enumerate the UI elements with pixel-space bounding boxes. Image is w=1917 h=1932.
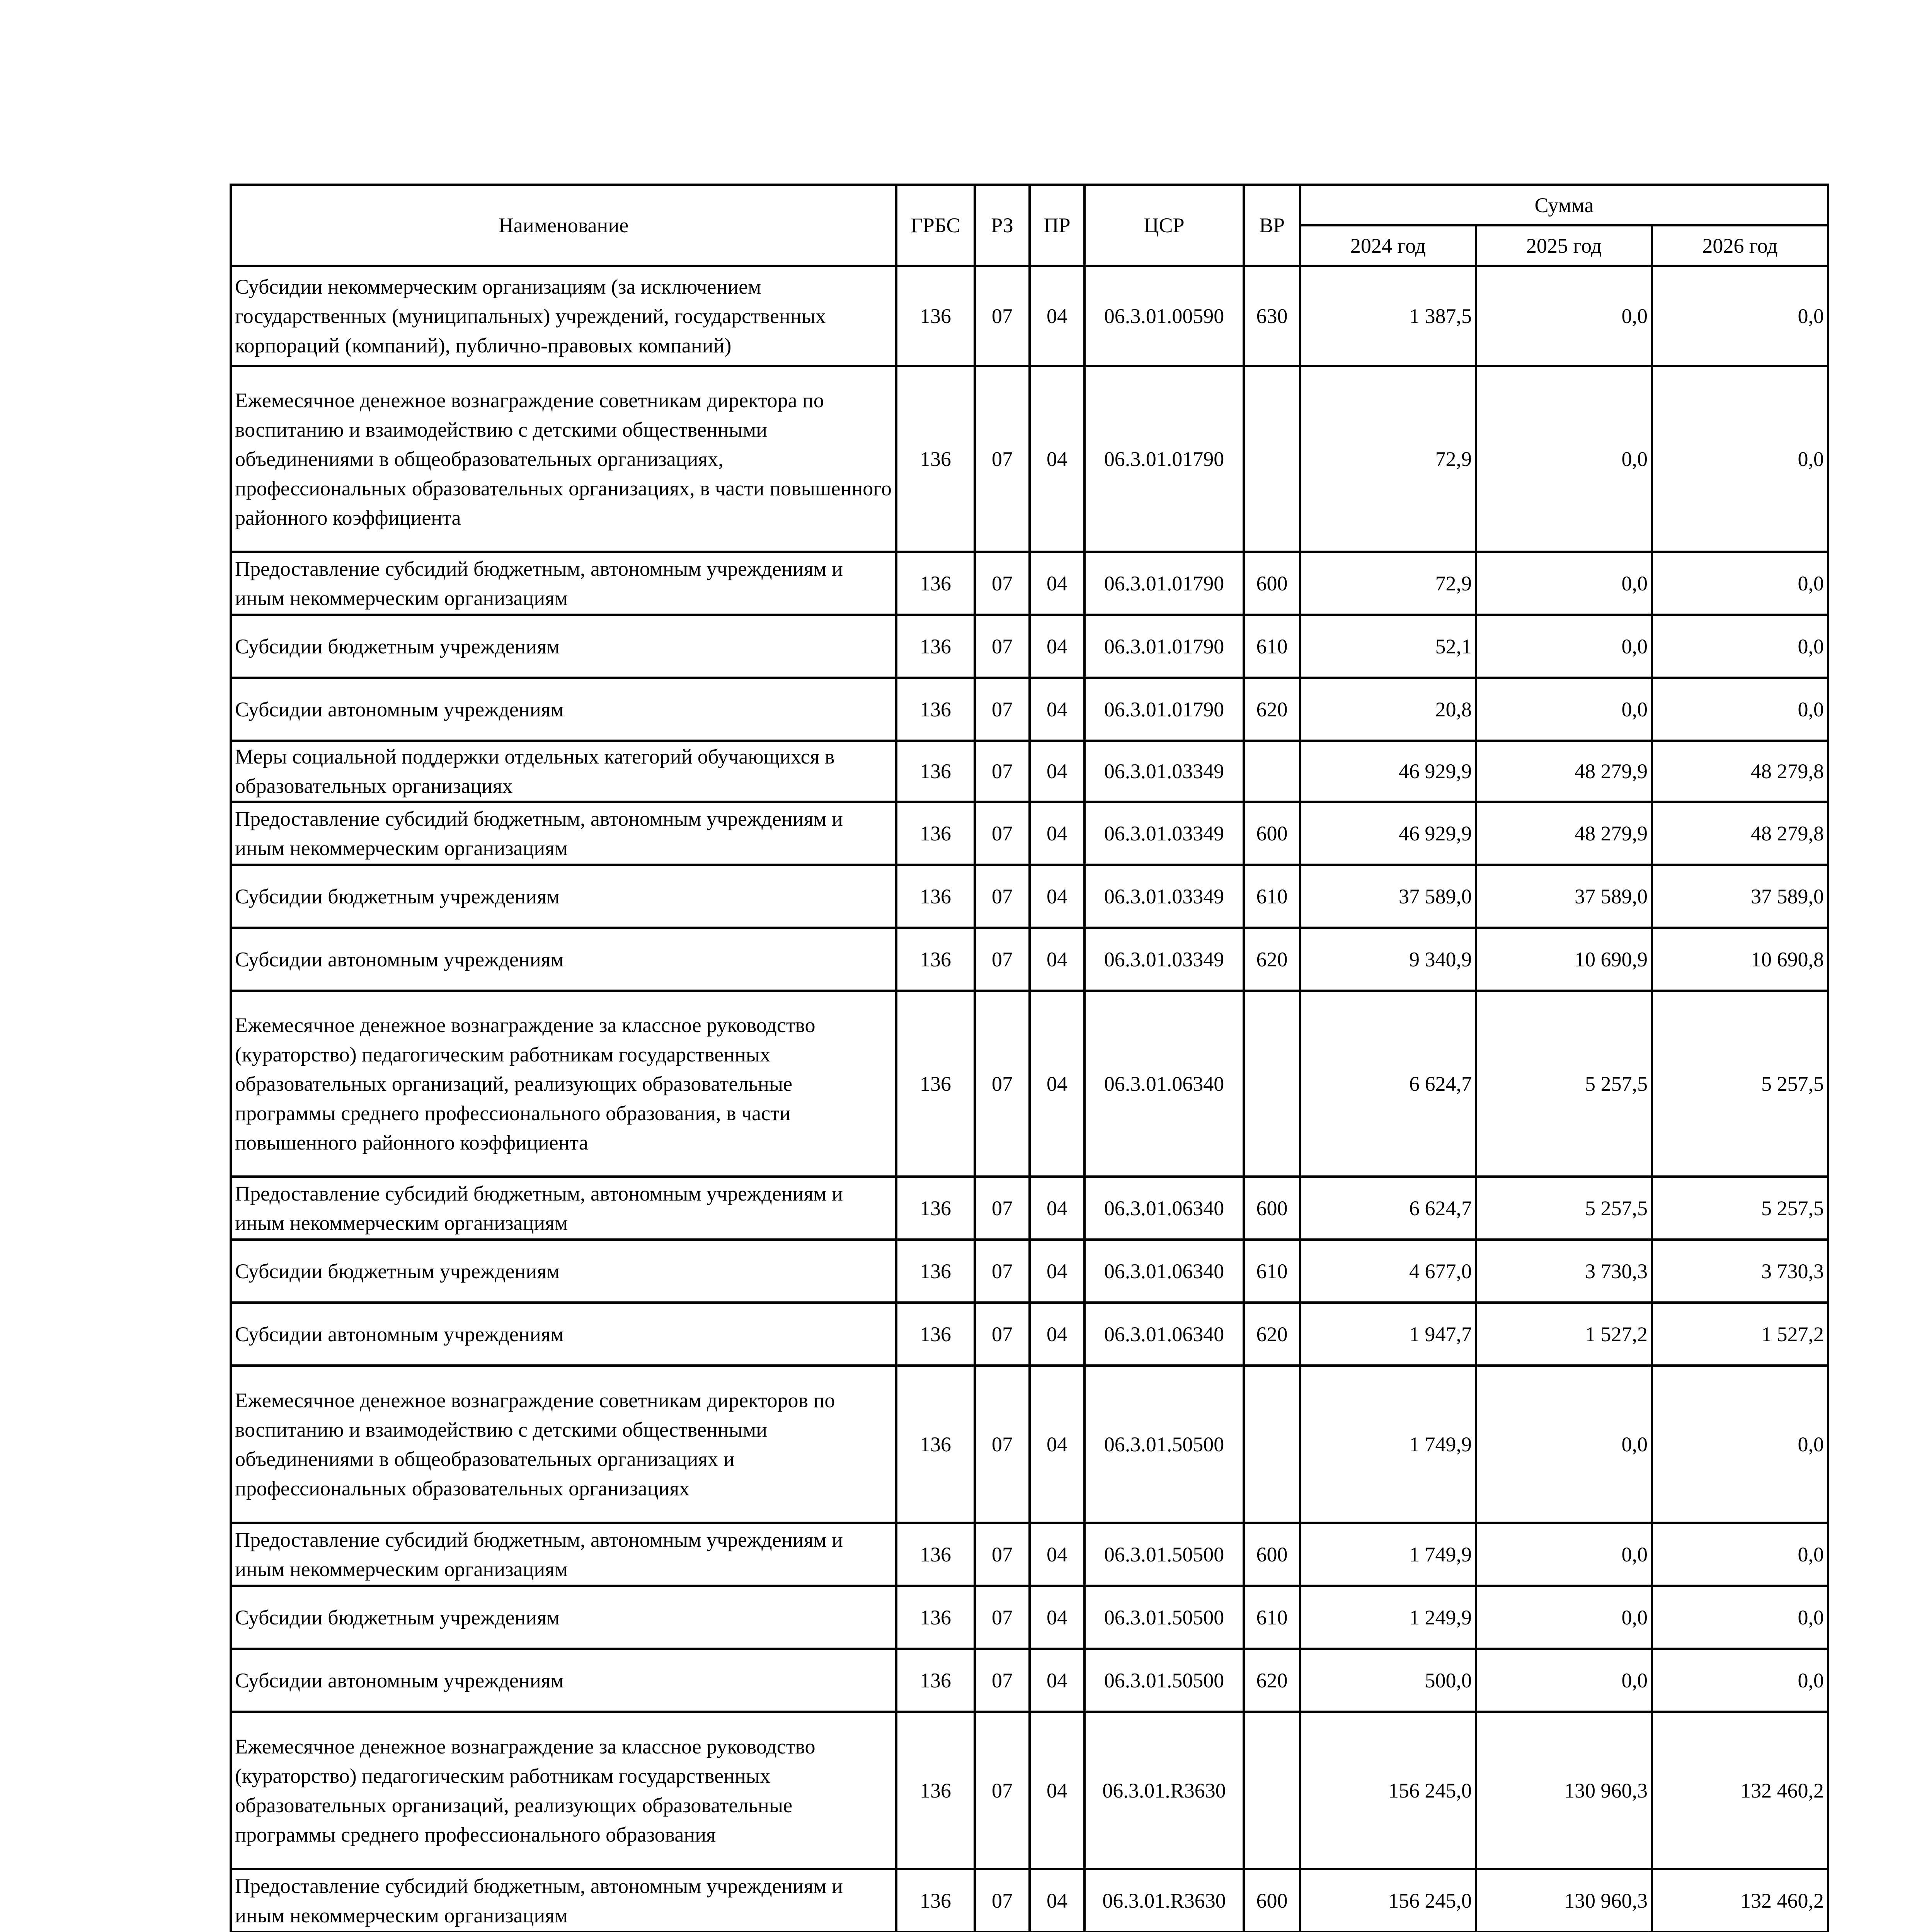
cell-rz: 07 bbox=[975, 1523, 1030, 1586]
cell-grbs: 136 bbox=[896, 741, 975, 802]
cell-name: Субсидии автономным учреждениям bbox=[231, 928, 896, 991]
cell-grbs: 136 bbox=[896, 1240, 975, 1303]
cell-rz: 07 bbox=[975, 1240, 1030, 1303]
cell-y2024: 37 589,0 bbox=[1300, 865, 1476, 928]
cell-pr: 04 bbox=[1030, 615, 1084, 678]
cell-pr: 04 bbox=[1030, 865, 1084, 928]
table-row bbox=[231, 1366, 1828, 1523]
cell-rz: 07 bbox=[975, 1303, 1030, 1366]
col-header-grbs: ГРБС bbox=[896, 185, 975, 266]
cell-rz: 07 bbox=[975, 1869, 1030, 1932]
cell-name: Ежемесячное денежное вознаграждение за классное руководство (кураторство) педагогическим работникам государственных образовательных организаций, реализующих образовательные программы среднего профессионального образования bbox=[231, 1712, 896, 1869]
cell-vr bbox=[1244, 366, 1300, 552]
cell-y2024: 72,9 bbox=[1300, 552, 1476, 615]
cell-y2025: 0,0 bbox=[1476, 552, 1652, 615]
cell-vr: 610 bbox=[1244, 865, 1300, 928]
cell-grbs: 136 bbox=[896, 1712, 975, 1869]
table-row bbox=[231, 1177, 1828, 1240]
cell-pr: 04 bbox=[1030, 928, 1084, 991]
cell-csr: 06.3.01.50500 bbox=[1084, 1523, 1244, 1586]
cell-vr: 600 bbox=[1244, 1869, 1300, 1932]
cell-y2026: 48 279,8 bbox=[1652, 741, 1828, 802]
cell-csr: 06.3.01.03349 bbox=[1084, 928, 1244, 991]
cell-rz: 07 bbox=[975, 266, 1030, 366]
cell-vr: 600 bbox=[1244, 802, 1300, 865]
cell-vr bbox=[1244, 1366, 1300, 1523]
cell-grbs: 136 bbox=[896, 678, 975, 741]
cell-y2024: 1 749,9 bbox=[1300, 1523, 1476, 1586]
cell-name: Предоставление субсидий бюджетным, автономным учреждениям и иным некоммерческим организациям bbox=[231, 552, 896, 615]
cell-grbs: 136 bbox=[896, 1869, 975, 1932]
cell-grbs: 136 bbox=[896, 928, 975, 991]
cell-y2024: 20,8 bbox=[1300, 678, 1476, 741]
cell-y2024: 6 624,7 bbox=[1300, 991, 1476, 1177]
header-row-1 bbox=[231, 185, 1828, 225]
cell-pr: 04 bbox=[1030, 1523, 1084, 1586]
cell-y2025: 48 279,9 bbox=[1476, 802, 1652, 865]
col-header-vr: ВР bbox=[1244, 185, 1300, 266]
cell-vr: 620 bbox=[1244, 678, 1300, 741]
cell-y2026: 48 279,8 bbox=[1652, 802, 1828, 865]
cell-y2026: 3 730,3 bbox=[1652, 1240, 1828, 1303]
cell-y2025: 1 527,2 bbox=[1476, 1303, 1652, 1366]
cell-rz: 07 bbox=[975, 366, 1030, 552]
cell-csr: 06.3.01.50500 bbox=[1084, 1586, 1244, 1649]
cell-y2025: 5 257,5 bbox=[1476, 1177, 1652, 1240]
cell-rz: 07 bbox=[975, 741, 1030, 802]
cell-vr: 620 bbox=[1244, 1303, 1300, 1366]
cell-rz: 07 bbox=[975, 865, 1030, 928]
table-body bbox=[231, 266, 1828, 1932]
cell-y2025: 37 589,0 bbox=[1476, 865, 1652, 928]
table-row bbox=[231, 802, 1828, 865]
cell-csr: 06.3.01.06340 bbox=[1084, 1177, 1244, 1240]
cell-y2026: 0,0 bbox=[1652, 552, 1828, 615]
col-header-rz: РЗ bbox=[975, 185, 1030, 266]
cell-csr: 06.3.01.06340 bbox=[1084, 991, 1244, 1177]
cell-vr: 620 bbox=[1244, 1649, 1300, 1712]
cell-grbs: 136 bbox=[896, 802, 975, 865]
cell-csr: 06.3.01.R3630 bbox=[1084, 1869, 1244, 1932]
cell-vr: 600 bbox=[1244, 552, 1300, 615]
cell-grbs: 136 bbox=[896, 991, 975, 1177]
cell-y2024: 156 245,0 bbox=[1300, 1712, 1476, 1869]
cell-rz: 07 bbox=[975, 1366, 1030, 1523]
cell-name: Предоставление субсидий бюджетным, автономным учреждениям и иным некоммерческим организациям bbox=[231, 802, 896, 865]
col-header-2024: 2024 год bbox=[1300, 225, 1476, 266]
cell-y2024: 1 749,9 bbox=[1300, 1366, 1476, 1523]
cell-pr: 04 bbox=[1030, 366, 1084, 552]
cell-csr: 06.3.01.00590 bbox=[1084, 266, 1244, 366]
cell-name: Субсидии бюджетным учреждениям bbox=[231, 1586, 896, 1649]
cell-grbs: 136 bbox=[896, 615, 975, 678]
cell-rz: 07 bbox=[975, 1586, 1030, 1649]
cell-y2026: 0,0 bbox=[1652, 266, 1828, 366]
cell-y2026: 5 257,5 bbox=[1652, 991, 1828, 1177]
cell-y2025: 130 960,3 bbox=[1476, 1869, 1652, 1932]
cell-grbs: 136 bbox=[896, 266, 975, 366]
cell-vr: 620 bbox=[1244, 928, 1300, 991]
cell-pr: 04 bbox=[1030, 552, 1084, 615]
table-row bbox=[231, 1240, 1828, 1303]
cell-y2024: 1 387,5 bbox=[1300, 266, 1476, 366]
table-row bbox=[231, 991, 1828, 1177]
cell-name: Субсидии автономным учреждениям bbox=[231, 678, 896, 741]
cell-csr: 06.3.01.06340 bbox=[1084, 1240, 1244, 1303]
cell-vr bbox=[1244, 991, 1300, 1177]
cell-y2025: 0,0 bbox=[1476, 1366, 1652, 1523]
table-row bbox=[231, 266, 1828, 366]
cell-y2026: 5 257,5 bbox=[1652, 1177, 1828, 1240]
cell-y2024: 1 947,7 bbox=[1300, 1303, 1476, 1366]
cell-pr: 04 bbox=[1030, 1649, 1084, 1712]
cell-csr: 06.3.01.06340 bbox=[1084, 1303, 1244, 1366]
cell-csr: 06.3.01.03349 bbox=[1084, 865, 1244, 928]
cell-y2024: 72,9 bbox=[1300, 366, 1476, 552]
cell-y2025: 10 690,9 bbox=[1476, 928, 1652, 991]
cell-rz: 07 bbox=[975, 678, 1030, 741]
cell-vr: 630 bbox=[1244, 266, 1300, 366]
cell-csr: 06.3.01.50500 bbox=[1084, 1366, 1244, 1523]
cell-vr: 610 bbox=[1244, 1240, 1300, 1303]
cell-name: Ежемесячное денежное вознаграждение советникам директоров по воспитанию и взаимодействию с детскими общественными объединениями в общеобразовательных организациях и профессиональных образовательных организациях bbox=[231, 1366, 896, 1523]
cell-grbs: 136 bbox=[896, 865, 975, 928]
cell-csr: 06.3.01.01790 bbox=[1084, 366, 1244, 552]
table-row bbox=[231, 615, 1828, 678]
cell-rz: 07 bbox=[975, 991, 1030, 1177]
cell-name: Субсидии бюджетным учреждениям bbox=[231, 865, 896, 928]
col-header-2026: 2026 год bbox=[1652, 225, 1828, 266]
cell-csr: 06.3.01.50500 bbox=[1084, 1649, 1244, 1712]
cell-name: Предоставление субсидий бюджетным, автономным учреждениям и иным некоммерческим организациям bbox=[231, 1177, 896, 1240]
cell-y2024: 6 624,7 bbox=[1300, 1177, 1476, 1240]
table-row bbox=[231, 1586, 1828, 1649]
cell-pr: 04 bbox=[1030, 1303, 1084, 1366]
cell-name: Предоставление субсидий бюджетным, автономным учреждениям и иным некоммерческим организациям bbox=[231, 1869, 896, 1932]
cell-y2025: 0,0 bbox=[1476, 266, 1652, 366]
cell-grbs: 136 bbox=[896, 1366, 975, 1523]
cell-pr: 04 bbox=[1030, 1177, 1084, 1240]
cell-pr: 04 bbox=[1030, 1712, 1084, 1869]
cell-y2024: 4 677,0 bbox=[1300, 1240, 1476, 1303]
cell-y2025: 130 960,3 bbox=[1476, 1712, 1652, 1869]
cell-pr: 04 bbox=[1030, 991, 1084, 1177]
cell-y2024: 500,0 bbox=[1300, 1649, 1476, 1712]
cell-y2024: 9 340,9 bbox=[1300, 928, 1476, 991]
cell-rz: 07 bbox=[975, 1712, 1030, 1869]
cell-pr: 04 bbox=[1030, 1366, 1084, 1523]
cell-name: Субсидии автономным учреждениям bbox=[231, 1303, 896, 1366]
cell-grbs: 136 bbox=[896, 1523, 975, 1586]
cell-y2025: 5 257,5 bbox=[1476, 991, 1652, 1177]
cell-grbs: 136 bbox=[896, 1303, 975, 1366]
table-row bbox=[231, 1869, 1828, 1932]
cell-y2026: 1 527,2 bbox=[1652, 1303, 1828, 1366]
table-row bbox=[231, 678, 1828, 741]
cell-vr: 610 bbox=[1244, 615, 1300, 678]
cell-csr: 06.3.01.03349 bbox=[1084, 802, 1244, 865]
table-row bbox=[231, 865, 1828, 928]
cell-csr: 06.3.01.03349 bbox=[1084, 741, 1244, 802]
cell-grbs: 136 bbox=[896, 1649, 975, 1712]
cell-y2026: 0,0 bbox=[1652, 1523, 1828, 1586]
cell-y2026: 37 589,0 bbox=[1652, 865, 1828, 928]
cell-name: Предоставление субсидий бюджетным, автономным учреждениям и иным некоммерческим организациям bbox=[231, 1523, 896, 1586]
cell-y2024: 156 245,0 bbox=[1300, 1869, 1476, 1932]
cell-y2024: 52,1 bbox=[1300, 615, 1476, 678]
cell-vr: 600 bbox=[1244, 1177, 1300, 1240]
cell-vr bbox=[1244, 1712, 1300, 1869]
cell-y2025: 48 279,9 bbox=[1476, 741, 1652, 802]
cell-rz: 07 bbox=[975, 928, 1030, 991]
cell-y2026: 0,0 bbox=[1652, 366, 1828, 552]
cell-rz: 07 bbox=[975, 615, 1030, 678]
cell-vr: 600 bbox=[1244, 1523, 1300, 1586]
cell-y2026: 132 460,2 bbox=[1652, 1869, 1828, 1932]
cell-pr: 04 bbox=[1030, 1586, 1084, 1649]
cell-name: Субсидии некоммерческим организациям (за исключением государственных (муниципальных) учреждений, государственных корпораций (компаний), публично-правовых компаний) bbox=[231, 266, 896, 366]
col-header-name: Наименование bbox=[231, 185, 896, 266]
cell-grbs: 136 bbox=[896, 366, 975, 552]
table-row bbox=[231, 1712, 1828, 1869]
table-row bbox=[231, 1649, 1828, 1712]
cell-grbs: 136 bbox=[896, 1177, 975, 1240]
budget-table bbox=[230, 184, 1829, 1932]
cell-rz: 07 bbox=[975, 1177, 1030, 1240]
cell-y2026: 0,0 bbox=[1652, 1366, 1828, 1523]
cell-grbs: 136 bbox=[896, 552, 975, 615]
cell-csr: 06.3.01.R3630 bbox=[1084, 1712, 1244, 1869]
table-row bbox=[231, 366, 1828, 552]
cell-y2026: 0,0 bbox=[1652, 678, 1828, 741]
cell-name: Субсидии бюджетным учреждениям bbox=[231, 1240, 896, 1303]
cell-y2025: 0,0 bbox=[1476, 1586, 1652, 1649]
cell-vr bbox=[1244, 741, 1300, 802]
cell-pr: 04 bbox=[1030, 802, 1084, 865]
cell-rz: 07 bbox=[975, 552, 1030, 615]
cell-y2026: 0,0 bbox=[1652, 1649, 1828, 1712]
cell-y2025: 0,0 bbox=[1476, 1523, 1652, 1586]
col-header-csr: ЦСР bbox=[1084, 185, 1244, 266]
table-row bbox=[231, 1303, 1828, 1366]
table-row bbox=[231, 741, 1828, 802]
cell-y2025: 0,0 bbox=[1476, 615, 1652, 678]
cell-name: Ежемесячное денежное вознаграждение советникам директора по воспитанию и взаимодействию с детскими общественными объединениями в общеобразовательных организациях, профессиональных образовательных организациях, в части повышенного районного коэффициента bbox=[231, 366, 896, 552]
cell-name: Субсидии бюджетным учреждениям bbox=[231, 615, 896, 678]
cell-vr: 610 bbox=[1244, 1586, 1300, 1649]
cell-y2024: 46 929,9 bbox=[1300, 741, 1476, 802]
cell-name: Ежемесячное денежное вознаграждение за классное руководство (кураторство) педагогическим работникам государственных образовательных организаций, реализующих образовательные программы среднего профессионального образования, в части повышенного районного коэффициента bbox=[231, 991, 896, 1177]
col-header-2025: 2025 год bbox=[1476, 225, 1652, 266]
cell-y2026: 10 690,8 bbox=[1652, 928, 1828, 991]
cell-name: Меры социальной поддержки отдельных категорий обучающихся в образовательных организациях bbox=[231, 741, 896, 802]
cell-pr: 04 bbox=[1030, 1869, 1084, 1932]
col-header-pr: ПР bbox=[1030, 185, 1084, 266]
cell-pr: 04 bbox=[1030, 741, 1084, 802]
cell-y2024: 46 929,9 bbox=[1300, 802, 1476, 865]
table-row bbox=[231, 928, 1828, 991]
table-row bbox=[231, 552, 1828, 615]
cell-rz: 07 bbox=[975, 802, 1030, 865]
cell-grbs: 136 bbox=[896, 1586, 975, 1649]
cell-y2026: 0,0 bbox=[1652, 1586, 1828, 1649]
cell-y2025: 3 730,3 bbox=[1476, 1240, 1652, 1303]
cell-csr: 06.3.01.01790 bbox=[1084, 615, 1244, 678]
cell-rz: 07 bbox=[975, 1649, 1030, 1712]
cell-y2025: 0,0 bbox=[1476, 366, 1652, 552]
cell-y2024: 1 249,9 bbox=[1300, 1586, 1476, 1649]
cell-csr: 06.3.01.01790 bbox=[1084, 678, 1244, 741]
cell-y2026: 0,0 bbox=[1652, 615, 1828, 678]
cell-csr: 06.3.01.01790 bbox=[1084, 552, 1244, 615]
cell-pr: 04 bbox=[1030, 678, 1084, 741]
cell-y2026: 132 460,2 bbox=[1652, 1712, 1828, 1869]
table-row bbox=[231, 1523, 1828, 1586]
col-header-sum: Сумма bbox=[1300, 185, 1828, 225]
cell-name: Субсидии автономным учреждениям bbox=[231, 1649, 896, 1712]
table-header bbox=[231, 185, 1828, 266]
cell-pr: 04 bbox=[1030, 1240, 1084, 1303]
cell-pr: 04 bbox=[1030, 266, 1084, 366]
cell-y2025: 0,0 bbox=[1476, 1649, 1652, 1712]
cell-y2025: 0,0 bbox=[1476, 678, 1652, 741]
